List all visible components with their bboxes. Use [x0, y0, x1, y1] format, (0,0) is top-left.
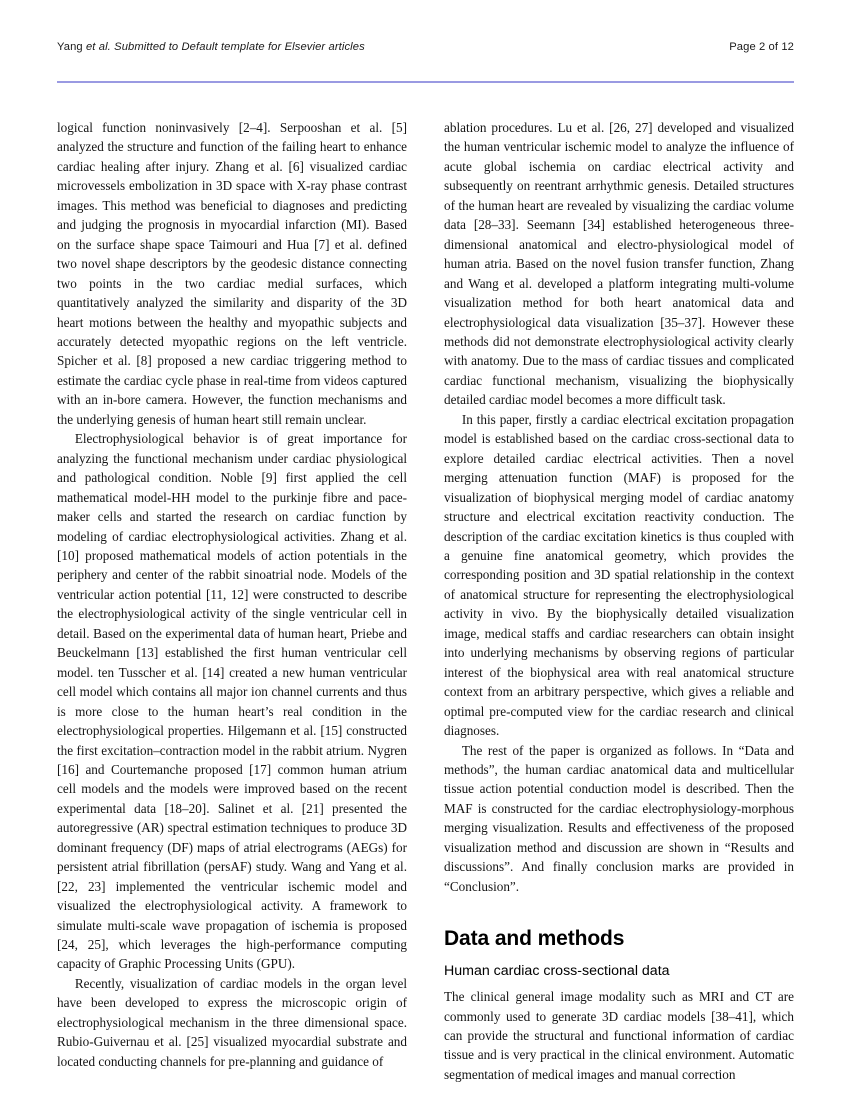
- paragraph: In this paper, firstly a cardiac electrical excitation propagation model is established based on the cardiac cross-sectional data to explore detailed cardiac electrical activities. Then a novel merging attenuation function (MAF) is proposed for the visualization of biophysical merging model of cardiac anatomy structure and electrical excitation reactivity conduction. The description of the cardiac excitation kinetics is thus coupled with a genuine fine anatomical geometry, which provides the corresponding position and 3D spatial relationship in the context of anatomical structure for representing the electrophysiological activity in vivo. By the biophysically detailed visualization image, medical staffs and cardiac researchers can obtain insight into underlying mechanisms by observing regions of particular interest of the biophysical area with real anatomical structure context from an arbitrary perspective, which gives a reliable and optimal pre-computed view for the cardiac research and clinical diagnoses.: [444, 411, 794, 739]
- paragraph: Recently, visualization of cardiac models in the organ level have been developed to express the microscopic origin of electrophysiological mechanism in the three dimensional space. Rubio-Guivernau et al. [25] visualized myocardial substrate and located conducting channels for pre-planning and guidance of: [57, 975, 407, 1069]
- header-author: Yang: [57, 41, 86, 53]
- paragraph: The rest of the paper is organized as follows. In “Data and methods”, the human cardiac anatomical data and multicellular tissue action potential conduction model is described. Then the MAF is constructed for the cardiac electrophysiology-morphous merging visualization. Results and effectiveness of the proposed visualization method and discussion are shown in “Results and discussions”. And finally conclusion marks are provided in “Conclusion”.: [444, 742, 794, 894]
- paragraph: The clinical general image modality such as MRI and CT are commonly used to generate 3D cardiac models [38–41], which can provide the structural and functional information of cardiac tissue and is very practical in the clinical environment. Automatic segmentation of medical images and manual correction: [444, 989, 794, 1082]
- paragraph: logical function noninvasively [2–4]. Serpooshan et al. [5] analyzed the structure and function of the failing heart to enhance cardiac healing after injury. Zhang et al. [6] visualized cardiac microvessels embolization in 3D space with X-ray phase contrast images. This method was beneficial to diagnoses and predicting and judging the prognosis in myocardial infarction (MI). Based on the surface shape space Taimouri and Hua [7] et al. defined two novel shape descriptors by the geodesic distance connecting two points in the two cardiac medial surfaces, which quantitatively analyzed the similarity and disparity of the 3D heart motions between the healthy and myopathic subjects and accurately detected myopathic regions on the left ventricle. Spicher et al. [8] proposed a new cardiac triggering method to estimate the cardiac cycle phase in real-time from videos captured with an in-bore camera. However, the function mechanisms and the underlying genesis of human heart still remain unclear.: [57, 120, 407, 427]
- header-title: et al. Submitted to Default template for Elsevier articles: [85, 41, 365, 53]
- body-columns: [57, 118, 794, 1084]
- header-citation: [57, 41, 365, 53]
- header-divider-rule: [57, 81, 794, 83]
- subsection-heading: Human cardiac cross-sectional data: [444, 963, 670, 980]
- paragraph: Electrophysiological behavior is of great importance for analyzing the functional mechanism under cardiac physiological and pathological condition. Noble [9] first applied the cell mathematical model-HH model to the purkinje fibre and pace-maker cells and started the research on cardiac function by modeling of cardiac electrophysiological activities. Zhang et al. [10] proposed mathematical models of action potentials in the periphery and center of the rabbit sinoatrial node. Models of the ventricular action potential [11, 12] were constructed to describe the electrophysiological activity of the single ventricular cell in detail. Based on the experimental data of human heart, Priebe and Beuckelmann [13] established the first human ventricular cell model. ten Tusscher et al. [14] created a new human ventricular cell model which contains all major ion channel currents and thus is more close to the human heart’s real condition in the electrophysiological properties. Hilgemann et al. [15] constructed the first excitation–contraction model in the rabbit atrium. Nygren [16] and Courtemanche proposed [17] common human atrium cell models and the models were improved based on the recent experimental data [18–20]. Salinet et al. [21] presented the autoregressive (AR) spectral estimation techniques to produce 3D dominant frequency (DF) maps of atrial electrograms (AEGs) for persistent atrial fibrillation (persAF) study. Wang and Yang et al. [22, 23] implemented the ventricular ischemic model and visualized the electrophysiological activity. A framework to simulate multi-scale wave propagation of ischemia is proposed [24, 25], which leverages the high-performance computing capacity of Graphic Processing Units (GPU).: [57, 431, 407, 972]
- spacer: [444, 952, 794, 961]
- left-column: [57, 118, 407, 1084]
- paragraph: ablation procedures. Lu et al. [26, 27] developed and visualized the human ventricular ischemic model to analyze the influence of acute global ischemia on cardiac electrical activity and subsequently on reentrant arrhythmic genesis. Detailed structures of the human heart are revealed by visualizing the cardiac volume data [28–33]. Seemann [34] established heterogeneous three-dimensional anatomical and electro-physiological model of human atria. Based on the novel fusion transfer function, Zhang and Wang et al. developed a platform integrating multi-volume visualization method for both heart anatomical data and electrophysiological data visualization [35–37]. However these methods did not demonstrate electrophysiological activity clearly with anatomy. Due to the mass of cardiac tissues and complicated cardiac functional mechanism, visualizing the biophysically detailed cardiac model becomes a more difficult task.: [444, 120, 794, 408]
- page-header: [57, 41, 794, 53]
- spacer: [444, 896, 794, 926]
- page-number: Page 2 of 12: [729, 41, 794, 53]
- right-column: [444, 118, 794, 1084]
- section-heading: Data and methods: [444, 927, 625, 951]
